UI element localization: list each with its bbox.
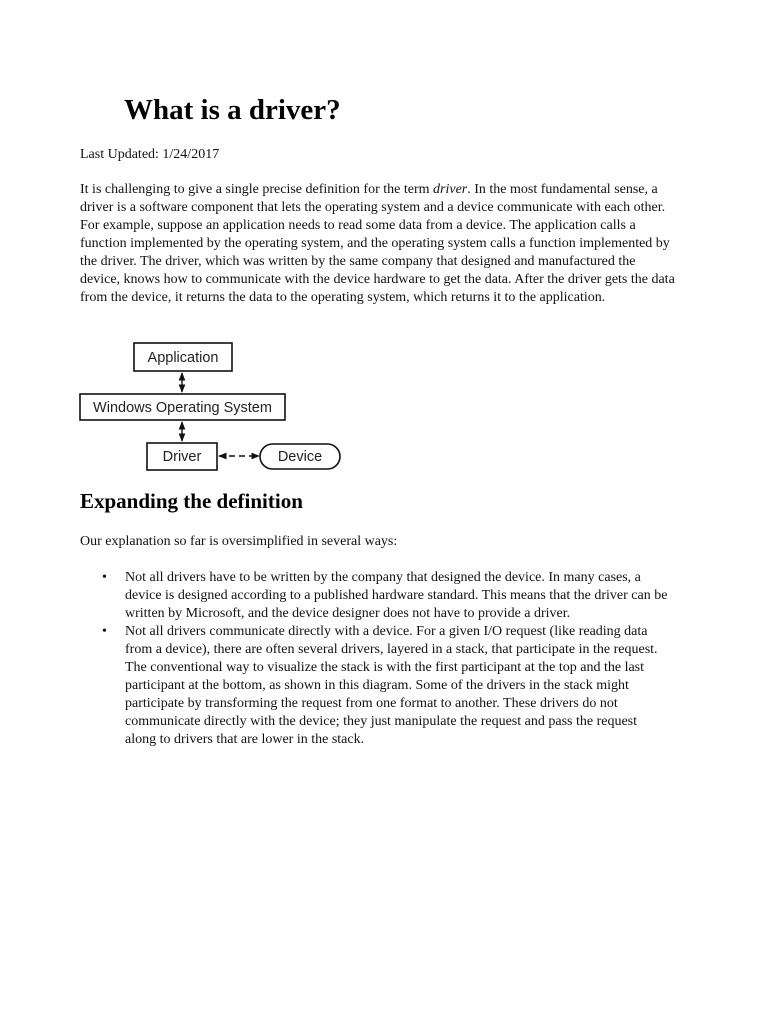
- bullet-text: Not all drivers communicate directly with a device. For a given I/O request (like reading data from a device), there are often several drivers, layered in a stack, that participate in the request. The conventional way to visualize the stack is with the first participant at the top and the last participant at the bottom, as shown in this diagram. Some of the drivers in the stack might participate by transforming the request from one format to another. These drivers do not communicate directly with the device; they just manipulate the request and pass the request along to drivers that are lower in the stack.: [125, 624, 658, 747]
- intro-text-rest: . In the most fundamental sense, a driver is a software component that lets the operating system and a device communicate with each other. For example, suppose an application needs to read some data from a device. The application calls a function implemented by the operating system, and the operating system calls a function implemented by the driver. The driver, which was written by the same company that designed and manufactured the device, knows how to communicate with the device hardware to get the data. After the driver gets the data from the device, it returns the data to the operating system, which returns it to the application.: [80, 182, 675, 305]
- list-item: [80, 623, 670, 749]
- application-label: Application: [147, 350, 219, 366]
- bullet-list: [80, 569, 670, 749]
- section-intro: Our explanation so far is oversimplified in several ways:: [80, 534, 398, 549]
- intro-text-start: It is challenging to give a single precise definition for the term: [80, 182, 434, 197]
- section-heading: Expanding the definition: [80, 489, 303, 513]
- bullet-text: Not all drivers have to be written by the company that designed the device. In many cases, a device is designed according to a published hardware standard. This means that the driver can be written by Microsoft, and the device designer does not have to provide a driver.: [125, 570, 668, 621]
- intro-paragraph: [80, 181, 676, 307]
- bullet-icon: •: [102, 624, 107, 639]
- page-title: What is a driver?: [124, 94, 341, 126]
- list-item: [80, 569, 670, 623]
- device-label: Device: [277, 449, 323, 465]
- driver-term: driver: [433, 182, 468, 197]
- driver-label: Driver: [162, 449, 202, 465]
- os-label: Windows Operating System: [93, 400, 272, 416]
- driver-diagram: [78, 340, 348, 475]
- bullet-icon: •: [102, 570, 107, 585]
- last-updated: Last Updated: 1/24/2017: [80, 147, 220, 162]
